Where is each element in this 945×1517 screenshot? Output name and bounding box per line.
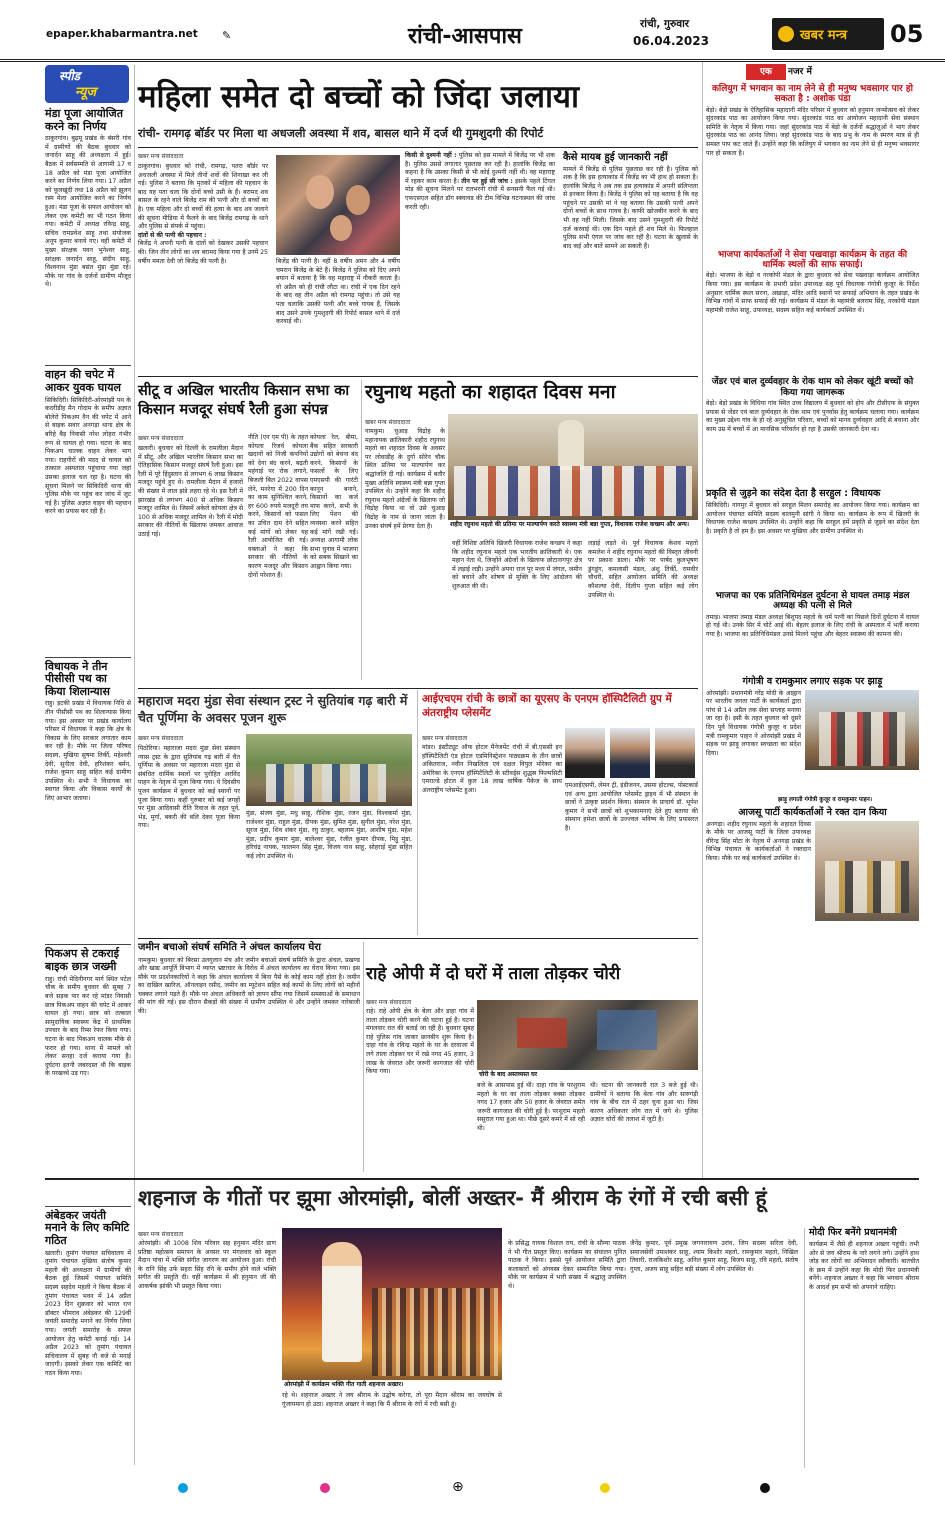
- lead-rule: [138, 147, 698, 148]
- city-day: रांची, गुरुवार: [640, 18, 690, 30]
- raghunath-column-1: [365, 428, 445, 680]
- speed-item-title: विधायक ने तीन पीसीसी पथ का किया शिलान्यास: [45, 659, 110, 698]
- lead-headline: महिला समेत दो बच्चों को जिंदा जलाया: [138, 79, 580, 115]
- cursor-icon: ✎: [222, 29, 232, 42]
- bottom-headline: शहनाज के गीतों पर झूमा ओरमांझी, बोलीं अख्तर- मैं श्रीराम के रंगों में रची बसी हूं: [138, 1186, 767, 1210]
- right-item-2: [706, 250, 919, 375]
- column-divider: [702, 62, 703, 1179]
- ek-nazar-tag: [706, 64, 836, 80]
- right-item-title: गंगोत्री व रामकुमार लगाए सड़क पर झाड़ू: [742, 675, 883, 687]
- chori-col3-text: थी। घटना की जानकारी रात 3 बजे हुई थी। ग्रामीणों ने बताया कि बेला गांव और सारुगंड़ी गांव के बीच रात में ठहर चुना हुआ था। जिस कारण अधिकतर लोग रात में जगे थे। पुलिस अज्ञात चोरों की तलाश में जुटी है।: [590, 1082, 698, 1124]
- section-rule: [45, 1178, 919, 1180]
- registration-mark: [178, 1483, 188, 1493]
- mundaseva-column-2: [246, 810, 412, 934]
- bottom-col2-text: रहे थे। शहनाज अख्तर ने जय श्रीराम के उद्घोष करेगा, तो पूरा मैदान श्रीराम का जयघोष से गूंजायमान हो उठा। शहनाज अख्तर ने कहा कि मैं श्रीराम के रंगों में रची बसी हूं।: [282, 1392, 502, 1408]
- section-title: रांची-आसपास: [408, 24, 522, 49]
- speed-badge-top: स्पीड: [59, 69, 81, 83]
- right-item-6: [706, 677, 919, 805]
- kisan-col3-text: कोयला रेल, बीमा, बैंक सहित सरकारी उद्योगों को बेचना बंद करने, किसानों के फसलों के लिए एमएसपी की गारंटी कानून बनाने, किसानों का कर्ज माफ करने, सभी के लिए पेंशन की व्यवस्था करने सहित कई मांगें रखी गईं। अध्यक्ष आगामी लोक सभा चुनाव में भाजपा को सबक सिखाने का आह्वान किया गया।: [310, 434, 358, 570]
- right-item-title: आजसू पार्टी कार्यकर्ताओं ने रक्त दान किया: [738, 806, 887, 818]
- kisan-col1-text: खलारी। बुधवार को दिल्ली के रामलीला मैदान में सीटू, और अखिल भारतीय किसान सभा का ऐतिहासिक किसान मजदूर संघर्ष रैली हुआ। इस रैली में पूरे हिंदुस्तान से लगभग 6 लाख किसान मजदूर पहुंचे हुए थे। रामलीला मैदान में हजारों की संख्या में लाल झंडे लहरा रहे थे। इस रैली में झारखंड से लगभग 400 से अधिक किसान मजदूर शामिल थे। जिसमें अकेले कोयला क्षेत्र से 100 से अधिक मजदूर शामिल थे। रैली में मोदी सरकार की नीतियों के खिलाफ जमकर आवाज उठाई गई।: [138, 445, 244, 538]
- speed-item-body: ठाकुरगांव। बुढ़मू प्रखंड के बंसरी गांव में ग्रामीणों की बैठक बुधवार को जनार्दन साहू की अध्यक्षता में हुई। बैठक में सर्वसम्मति से आगामी 17 व 18 अप्रैल को मंडा पूजा आयोजित करने का निर्णय लिया गया। 17 अप्रैल को फूलखूंदी तथा 18 अप्रैल को झूलन रस्म मेला आयोजित करने का निर्णय हुआ। मंडा पूजा के सफल आयोजन को लेकर एक कमेटी का भी गठन किया गया। कमेटी में अध्यक्ष रविन्द्र साहू, सचिव रामप्रवेश साहू तथा संयोजक अनूप कुमार बनाये गए। वहीं कमेटी में मुख्य संरक्षक पवन भुनेश्वर साहू, सरंक्षक जनार्दन साहू, संदीप साहू, विश्वनाथ मुंडा बसंत मुंडा मुंडा रहे। मौके पर गांव के दर्जनों ग्रामीण मौजूद थे।: [45, 135, 131, 289]
- mundaseva-column-1: [138, 734, 240, 934]
- speed-item-title: मंडा पूजा आयोजित करने का निर्णय: [45, 107, 123, 133]
- registration-mark: [320, 1483, 330, 1493]
- bottom-caption: ओरमांझी में कार्यक्रम भक्ति गीत गाती शहनाज अख्तर।: [282, 1380, 502, 1390]
- registration-mark: [600, 1483, 610, 1493]
- bottom-byline: खबर मन्त्र संवाददाता: [138, 1231, 184, 1238]
- lead-byline: खबर मन्त्र संवाददाता: [138, 153, 184, 160]
- right-item-7: [706, 808, 919, 921]
- gangotri-photo: [805, 690, 919, 770]
- lead-subhead: रांची- रामगढ़ बॉर्डर पर मिला था अधजली अवस्था में शव, बासल थाने में दर्ज थी गुमशुदगी की रिपोर्ट: [138, 127, 544, 140]
- right-item-body: तमाड़। भाजपा तमाड़ मंडल अध्यक्ष बिशुपद महतो के धर्म पत्नी का पिछले दिनों दुर्घटना में घायल हो गई थी। उनके सिर में चोटें आई थी। बेहतर इलाज के लिए रांची के अस्पताल में भर्ती कराया गया है। भाजपा का प्रतिनिधिमंडल उनसे मिलने पहुंचा और बेहतर स्वास्थ्य की कामना की।: [706, 613, 919, 638]
- lead-side-body: मामले में बिजेंद्र से पुलिस पूछताछ कर रही है। पुलिस को शक है कि इस हत्याकांड में बिजेंद्र का भी हाथ हो सकता है। हालांकि बिजेंद्र ने अब तक इस हत्याकांड में अपनी संलिप्तता से इनकार किया है। बिजेंद्र ने पुलिस को यह बताया है कि वह पहुंचने पर उसकी मां ने यह बताया कि उसकी पत्नी अपने दोनों बच्चों के साथ गायब है। काफी खोजबीन करने के बाद भी वह नहीं मिली। जिसके बाद उसने गुमशुदगी की रिपोर्ट दर्ज करवाई थी। एक दिन पहले ही शव मिले थे। फिलहाल पुलिस सभी एंगल पर जांच कर रही है। घटना के खुलासे के बाद कई और बातें सामने आ सकती हैं।: [563, 165, 698, 250]
- people-shape: [825, 861, 909, 913]
- kisan-byline: खबर मन्त्र संवाददाता: [138, 435, 184, 442]
- speed-item-title: वाहन की चपेट में आकर युवक घायल: [45, 368, 121, 394]
- ihm-column-1: [422, 744, 562, 934]
- lead-column-2: [276, 258, 400, 370]
- chori-col1-text: राहे। राहे ओपी क्षेत्र के बेला और डाहा गांव में ताला तोड़कर चोरी करने की घटना हुई है। घटना मंगलवार रात की बताई जा रही है। बुधवार सुबह राहे पुलिस गांव जाकर छानबीन शुरू किया है। दाहा गांव के रविन्द्र महतो के घर के दरवाजा में लगे ताला तोड़कर घर में रखे नगद 45 हजार, 3 लाख के जेवरात और जरूरी कागजात की चोरी किया गया।: [366, 1008, 474, 1076]
- right-item-4: [706, 489, 919, 588]
- chori-byline: खबर मन्त्र संवाददाता: [366, 999, 412, 1006]
- crosshair-icon: ⊕: [452, 1479, 464, 1495]
- zameen-headline: जमीन बचाओ संघर्ष समिति ने अंचल कार्यालय घेरा: [138, 942, 322, 953]
- issue-date: 06.04.2023: [633, 34, 709, 48]
- zameen-box: [138, 942, 360, 1174]
- column-divider: [134, 65, 135, 1465]
- speed-item-5: [45, 1206, 131, 1490]
- chori-column-1: [366, 1008, 474, 1173]
- ek-nazar-left: एक: [746, 64, 786, 80]
- box-shape: [597, 1010, 657, 1050]
- mundaseva-byline: खबर मन्त्र संवाददाता: [138, 735, 184, 742]
- face-shape: [346, 185, 370, 215]
- bottom-column-2: [282, 1392, 502, 1468]
- lead-col1-text: ठाकुरगांव। बुधवार को रांची, रामगढ़, पतरा बॉर्डर पर अधजली अवस्था में मिले तीनों शवों की शिनाख्त कर ली गई। पुलिस ने बताया कि मृतकों में महिला की पहचान के बाद यह पता चला कि दोनों बच्चे उसी के हैं। बरामद शव बासल के रहने वाले बिजेंद्र राम की पत्नी और दो बच्चों का है। एक महिला और दो बच्चों की हत्या के बाद शव जलाने की सूचना मीडिया में फैलने के बाद बिजेंद्र रामगढ़ के थाने और पुलिस से संपर्क में पहुंचा।: [138, 163, 268, 231]
- right-item-body: बेड़ो। बेड़ो प्रखंड के विधिया गांव स्थित उच्च विद्यालय में बुधवार को होप और टीसीएफ के संयुक्त प्रयास से जेंडर एवं बाल दुर्व्यवहार के रोक थाम एवं पुनर्वास हेतु कार्यक्रम चलाया गया। कार्यक्रम का मुख्य उद्देश्य गांव के हो रहे अनुसूचित परिवार, बच्चों को मानव दुर्व्यवहार आदि से बचाना और काम उम्र में बच्चों में आ मानसिक परिवर्तन हो रहा है उसकी जानकारी देना था।: [706, 400, 919, 433]
- speed-item-2: [45, 365, 131, 652]
- right-item-body: ओरमांझी। प्रधानमंत्री नरेंद्र मोदी के आह्वान पर भारतीय जनता पार्टी के कार्यकर्ता द्वारा पांच से 14 अप्रैल तक सेवा सप्ताह मनाया जा रहा है। इसी के तहत बुधवार को दूसरे दिन पूर्व विधायक गंगोत्री कुजूर व प्रदेश मंत्री रामकुमार पाहन ने ओरमांझी प्रखंड में सड़क पर झाड़ू लगाकर स्वच्छता का संदेश दिया।: [706, 689, 801, 757]
- column-divider: [361, 380, 362, 680]
- ek-nazar-right: नजर में: [788, 67, 812, 77]
- singer-shape: [322, 1242, 362, 1362]
- speed-item-1: [45, 108, 131, 361]
- registration-mark: [760, 1483, 770, 1493]
- right-item-5: [706, 591, 919, 674]
- student-photo-3: [655, 728, 695, 778]
- modi-box: [804, 1228, 919, 1468]
- right-item-body: सिकिदिरी। नागमुर में बुधवार को सरहुल मिलन समारोह का आयोजन किया गया। कार्यक्रम का आयोजन पंचायत समिति सदस्य बालमुनी सांगी ने किया था। कार्यक्रम के रूप में खिजरी के विधायक राजेश कच्छप उपस्थित थे। उन्होंने कहा कि सरहुल हमें प्रकृति से जुड़ने का संदेश देता है। प्रकृति है तो हम हैं। इस अवसर पर मुखिया और ग्रामीण उपस्थित थे।: [706, 501, 919, 535]
- speed-item-body: राहु। रांची मेदिनीनगर मार्ग स्थित पटेल चौक के समीप बुधवार की सुबह 7 बजे सड़क पार कर रहे मांडर निवासी छात्र पिकअप वाहन की चपेट में आकर घायल हो गया। छात्र को तत्काल सामुदायिक स्वास्थ्य केंद्र में प्राथमिक उपचार के बाद रिम्स रेफर किया गया। घटना के बाद पिकअप चालक मौके से फरार हो गया। थाना में मामले को लेकर सनहा दर्ज कराया गया है। दुर्घटना इतनी जबरदस्त थी कि बाइक के परखच्चे उड़ गए।: [45, 975, 131, 1078]
- kisan-column-1: [138, 434, 243, 684]
- speed-item-4: [45, 944, 131, 1201]
- mundaseva-col1-text: पिठोरिया। महाराजा मदरा मुंडा सेवा संस्थान न्यास ट्रस्ट के द्वारा सुतियांब गढ़ बारी में चैत पूर्णिमा के अवसर पर महाराजा मदरा मुंडा से संबंधित धार्मिक स्थलों पर पुरोहित अरविंद पाहन के नेतृत्व में पूजा किया गया। ये दिवसीय पूजन कार्यक्रम में बुधवार को कई स्थानों पर पूजा किया गया। कहीं गुरुबार को कई जगहों पर मुंडा आदिवासी रीति रिवाज के तहत पूर्व, भेड़, मुर्गा, बकरी की बलि देकर पूजा किया गया।: [138, 745, 240, 830]
- box-shape: [517, 1018, 567, 1048]
- ajsu-photo: [815, 821, 919, 921]
- lead-col3-text: [405, 152, 555, 212]
- modi-body: कार्यक्रम में जैसे ही शहनाज अख्तर पहुंची। तभी ओर से जय श्रीराम के नारे लगने लगे। उन्होंने हाथ जोड़ कर लोगों का अभिवादन स्वीकारी। बातचीत के क्रम में उन्होंने कहा कि मोदी फिर प्रधानमंत्री बनेंगे। शहनाज अख्तर ने कहा कि भगवान श्रीराम के आदर्श हम सभी को अपनाने चाहिए।: [809, 1240, 919, 1291]
- speed-item-body: खलारी। तुमांग पंचायत सचिवालय में तुमांग पंचायत मुखिया संतोष कुमार महली की अध्यक्षता में ग्रामीणों की बैठक हुई जिसमें पंचायत समिति सदस्य सहदेव महली ने किया बैठक में तुमांग पंचायत भवन में 14 अप्रैल 2023 दिन शुक्रवार को भारत रत्न डॉक्टर भीमराव अंबेडकर की 129वीं जयंती समारोह मनाने का निर्णय लिया गया। जयंती समारोह के सफल आयोजन हेतु कमेटी बनाई गई। 14 अप्रैल 2023 को तुमांग पंचायत सचिवालय में सुबह नौ बजे से मनाई जाएगी। इसको लेकर एक कमिटि का गठन किया गया।: [45, 1249, 131, 1377]
- modi-title: मोदी फिर बनेंगे प्रधानमंत्री: [809, 1227, 897, 1238]
- lead-col2-subhead-2: तीन पर हुई सी जांच :: [461, 177, 513, 185]
- mundaseva-photo: [246, 734, 412, 806]
- face-shape: [330, 215, 352, 241]
- chori-col2-text: बजे के आसपास हुई थी। दाहा गांव के परशुराम महतो के घर का ताला तोड़कर बक्सा तोड़कर नगद 17 हजार और 50 हजार के जेवरात समेत जरूरी कागजात की चोरी हुई है। परशुराम महतो ससुराल गया हुआ था। पीछे दूसरे कमरे में सो रही थी।: [477, 1082, 585, 1132]
- bottom-column-3: [508, 1240, 626, 1468]
- section-rule: [138, 688, 698, 689]
- mundaseva-headline: महाराज मदरा मुंडा सेवा संस्थान ट्रस्ट ने सुतियांब गढ़ बारी में चैत पूर्णिमा के अवसर पूजन शुरू: [138, 693, 408, 725]
- raghunath-col3-text: लड़ाई लड़ते थे। पूर्व विधायक केशव महतो कमलेश ने शहीद रघुनाथ महतो की विस्तृत जीवनी पर प्रकाश डाला। मौके पर पार्षद कुलभूषण डुंगडुंग, कमलासी मंडल, अंशु तिर्की, रामवीर चौधरी, सहित आयोजन समिति की अध्यक्ष कौशल्या देवी, दिलीप गुप्ता सहित कई लोग उपस्थित थे।: [588, 540, 698, 599]
- lead-photo: [276, 155, 400, 255]
- brand-name: खबर मन्त्र: [800, 28, 848, 43]
- lead-side-box: [563, 152, 698, 372]
- student-photo-1: [565, 728, 605, 778]
- lead-col2-subhead: किसी से दुश्मनी नहीं :: [405, 152, 457, 159]
- right-item-body: बेड़ो। भाजपा के बेड़ो व नरकोपी मंडल के द्वारा बुधवार को सेवा पखवाड़ा कार्यक्रम आयोजित किया गया। इस कार्यक्रम के प्रभारी प्रदेश उपाध्यक्ष सह पूर्व विधायक गंगोत्री कुजूर के निर्देश अनुसार धार्मिक स्थल सरना, अखाड़ा, मंदिर आदि स्थानों पर सफाई अभियान के तहत प्रखंड के विभिन्न गांवों में साफ सफाई की गई। कार्यक्रम में मंडल के महामंत्री बलराम सिंह, नरकोपी मंडल महामंत्री राजेश साहू, उपाध्यक्ष, सदस्य सहित कई कार्यकर्ता उपस्थित थे।: [706, 272, 919, 314]
- column-divider: [417, 690, 418, 935]
- chori-column-3: [590, 1082, 698, 1174]
- brand-logo: [772, 18, 884, 50]
- speed-news-badge: [45, 65, 129, 103]
- raghunath-caption: शहीद रघुनाथ महतो की प्रतिमा पर माल्यार्पण करते स्वास्थ्य मंत्री बन्ना गुप्ता, विधायक राजेश कच्छप और अन्य।: [448, 520, 698, 530]
- lead-column-3: [405, 152, 555, 372]
- bottom-col4-text: जैनेंद्र कुमार, पूर्व प्रमुख जगनारायण उरांव, जिप सदस्य सरिता देवी, समाजसेवी उमाशंकर साहू, श्याम किशोर महतो, रामकुमार महतो, निखिल तिवारी, राजकिशोर साहू, अनिल कुमार साहू, बिजय साहू, रवि महतो, संतोष गुप्ता, अजय साहू सहित बड़ी संख्या में लोग उपस्थित थे।: [630, 1240, 798, 1273]
- right-news-column: [706, 84, 919, 1174]
- lead-col2-text: बिजेंद्र की पत्नी है। वहीं 8 वर्षीय अमन और 4 वर्षीय चमरान बिजेंद्र के बेटे हैं। बिजेंद्र ने पुलिस को दिए अपने बयान में बताया है कि वह महाराष्ट्र में नौकरी करता है। वो अप्रैल को ही रांची लौटा था। रांची में एक दिन रहने के बाद वह तीन अप्रैल को रामगढ़ पहुंचा। तो उसे यह पता चलाकि उसकी पत्नी और बच्चे गायब हैं, जिसके बाद उसने उनके गुमशुदगी की रिपोर्ट बासल थाने में दर्ज करवाई थी।: [276, 258, 400, 326]
- lead-col2-text-3: इसके पहले टिंगल मोड़ की सूचना मिलने पर रातभरनी रांची में सनसनी फैल गई थी। एफएसएल सहित डॉग स्क्वायड की टीम विभिन्न घटनास्थल की जांच करती रही।: [405, 177, 556, 211]
- crowd-shape: [372, 1288, 498, 1376]
- bottom-col1-text: ओरमांझी। श्री 1008 शिव परिवार सह हनुमान मंदिर प्राण प्रतिष्ठा महोत्सव समापन के अवसर पर मंगलवार को स्कूल मैदान पांचा में भक्ति संगीत जागरण का आयोजन हुआ। रांची के रानि सिंह उर्फ सहरा सिंह रनि के समीप होने वाले भक्ति संगीत की प्रस्तुति दी। वहीं कार्यक्रम में श्री हनुमान जी की आकर्षक झांकी भी प्रस्तुत किया गया।: [138, 1240, 276, 1290]
- people-shape: [819, 712, 905, 766]
- gangotri-caption: झाड़ू लगाती गंगोत्री कुजूर व रामकुमार पाहन।: [778, 796, 873, 803]
- raghunath-headline: रघुनाथ महतो का शहादत दिवस मना: [365, 381, 616, 403]
- kisan-headline: सीटू व अखिल भारतीय किसान सभा का किसान मजदूर संघर्ष रैली हुआ संपन्न: [138, 383, 350, 418]
- right-item-title: भाजपा कार्यकर्ताओं ने सेवा पखवाड़ा कार्यक्रम के तहत की धार्मिक स्थलों की साफ सफाई।: [717, 249, 908, 271]
- ihm-column-2: [565, 782, 698, 934]
- people-shape: [266, 764, 386, 802]
- raghunath-column-3: [588, 540, 698, 680]
- people-shape: [454, 466, 692, 516]
- chori-headline: राहे ओपी में दो घरों में ताला तोड़कर चोरी: [366, 964, 621, 984]
- chori-column-2: [477, 1082, 585, 1174]
- bottom-column-1: [138, 1240, 276, 1468]
- ihm-byline: खबर मन्त्र संवाददाता: [422, 735, 468, 742]
- brand-logo-mark: [778, 26, 794, 42]
- statue-shape: [558, 420, 584, 470]
- column-divider: [363, 942, 364, 1172]
- bottom-col3-text: के प्रसिद्ध गायक विशाल राय, रांची के सौम्या पाठक ने भी गीत प्रस्तुत किए। कार्यक्रम का संचालन पुनित पाठक ने किया। इससे पूर्व आयोजन समिति द्वारा कलाकारों को अंगवस्त्र देकर सम्मानित किया गया। मौके पर कार्यक्रम में भारी संख्या में श्रद्धालु उपस्थित थे।: [508, 1240, 626, 1290]
- raghunath-col1-text: नामकुम। चुआड़ विद्रोह के महानायक क्रांतिकारी शहीद रघुनाथ महतो का शहादत दिवस के अवसर पर लोवाडीह के दुर्गा सोरेन चौक स्थित प्रतिमा पर माल्यार्पण कर श्रद्धांजलि दी गई। कार्यक्रम में बतौर मुख्य अतिथि स्वास्थ्य मंत्री बन्ना गुप्ता उपस्थित थे। उन्होंने कहा कि शहीद रघुनाथ महतो अंग्रेजों के खिलाफ जो विद्रोह किया था वो उसे चुआड़ विद्रोह के नाम से जाना जाता है। उनका संघर्ष हमें प्रेरणा देता है।: [365, 428, 445, 530]
- raghunath-col2-text: वहीं विशिष्ट अतिथि खिजरी विधायक राजेश कच्छप ने कहा कि शहीद रघुनाथ महतो एक भारतीय क्रांतिकारी थे। एक महान नेता थे, जिन्होंने अंग्रेजों के खिलाफ छोटानागपुर क्षेत्र में लड़ाई लड़ी। उन्होंने अपना राज पुर मध्य में जंगल, जमीन को बचाने और शोषण से मुक्ति के लिए आंदोलन की शुरुआत की थी।: [452, 540, 582, 590]
- bottom-photo: [282, 1228, 502, 1380]
- section-rule: [138, 938, 698, 939]
- raghunath-photo: [448, 414, 698, 520]
- right-item-title: प्रकृति से जुड़ने का संदेश देता है सरहुल : विधायक: [706, 488, 881, 500]
- kisan-column-2: [248, 434, 308, 684]
- site-url[interactable]: epaper.khabarmantra.net: [46, 28, 198, 40]
- speed-item-body: राहु। इटकी प्रखंड में विधायक निधि से तीन पीसीसी पथ का शिलान्यास किया गया। इस अवसर पर प्रखंड कार्यालय परिसर में विधायक ने कहा कि क्षेत्र के विकास के लिए सरकार लगातार काम कर रही है। मौके पर जिला परिषद सदस्य, मुखिया सुषमा तिर्की, महेश्वरी देवी, सुनीता देवी, हरिशंकर बर्मन, राजेश कुमार साहू सहित कई ग्रामीण उपस्थित थे। सभी ने विधायक का स्वागत किया और विकास कार्यों के लिए आभार जताया।: [45, 700, 131, 803]
- page-number: 05: [890, 20, 924, 48]
- bottom-column-4: [630, 1240, 798, 1468]
- speed-item-3: [45, 657, 131, 941]
- ihm-col1-text: मांडर। इंस्टीट्यूट ऑफ होटल मैनेजमेंट रांची में बी.एससी इन हॉस्पिटैलिटी एंड होटल एडमिनिस्ट्रेशन पाठ्यक्रम के तीन छात्रों अंकितराज, नवीन निखलिता एवं दक्षल विपुल मोरेकर का अमेरिका के एनएम हॉस्पिटैलिटी के स्टीवर्ड्स शुद्धस्र फिल्मसिटी एमराल्डे होटल में कुल 18 लाख वार्षिक पैकेज के साथ अंतराष्ट्रीय प्लेसमेंट हुआ।: [422, 744, 562, 794]
- face-shape: [306, 175, 334, 209]
- right-item-title: कलियुग में भगवान का नाम लेने से ही मनुष्य भवसागर पार हो सकता है : अशोक पंडा: [712, 84, 913, 105]
- kisan-col2-text: नीति (एन एम पी) के तहत कोयला रिजर्व कोयला खदानों को निजी कंपनियों को देना बंद करने, बढ़ती महंगाई पर रोक लगाने, बिजली बिल 2022 वापस लेने, मनरेगा में 200 दिन का काम सुनिश्चित करने, हर 600 रुपये मजदूरी तय करने, किसानों को फसल का उचित दाम देने सहित कई मांगों को लेकर यह रैली आयोजित की गई। वक्ताओं ने कहा कि सरकार की नीतियों के कारण मजदूर और किसान दोनों परेशान हैं।: [248, 434, 308, 579]
- lead-column-1: [138, 152, 268, 372]
- right-item-body: बेड़ो। बेड़ो प्रखंड के ऐतिहासिक महादानी मंदिर परिसर में बुधवार को हनुमान जन्मोत्सव को लेकर सुंदरकांड पाठ का आयोजन किया गया। सुंदरकांड पाठ का आयोजन महादानी सेवा संस्थान समिति के नेतृत्व में किया गया। जहां सुंदरकांड पाठ में बेड़ो के दर्जनों श्रद्धालुओं ने भाग लेकर सुंदरकांड पाठ का आनंद लिया। जहां सुंदरकांड पाठ के बाद प्रभु के नाम के स्मरण मात्र से ही समस्त पाप कट जाते हैं। उन्होंने कहा कि कलियुग में भगवान का नाम लेने से ही मनुष्य भवसागर पार हो सकता है।: [706, 106, 919, 157]
- zameen-body: नामकुम। बुधवार को बिरसा उलगुलान मंच और जमीन बचाओ संघर्ष समिति के द्वारा अंचल, प्रखण्ड और खाद्य आपूर्ति विभाग में व्याप्त भ्रष्टाचार के विरोध में अंचल कार्यालय का घेराव किया गया। इस मौके पर प्रदर्शनकारियों ने कहा कि अंचल कार्यालय में बिना पैसे के कोई काम नहीं होता है। जमीन का दाखिल खारिज, ऑनलाइन रसीद, जमीन का म्यूटेशन सहित कई कामों के लिए लोगों को महीनों चक्कर लगाने पड़ते हैं। मौके पर अंचल अधिकारी को ज्ञापन सौंपा गया जिसमें समस्याओं के समाधान की मांग की गई। इस दौरान सैकड़ों की संख्या में ग्रामीण उपस्थित थे और उन्होंने जमकर नारेबाजी की।: [138, 956, 360, 1016]
- kisan-column-3: [310, 434, 358, 684]
- lead-col1-subhead: दांतों से की पत्नी की पहचान :: [138, 231, 207, 239]
- right-item-1: [706, 84, 919, 247]
- speed-item-title: पिकअप से टकराई बाइक छात्र जख्मी: [45, 947, 120, 974]
- raghunath-byline: खबर मन्त्र संवाददाता: [365, 419, 411, 426]
- speed-badge-bottom: न्यूज: [75, 85, 97, 100]
- mundaseva-col2-text: मुंडा, संजय मुंडा, मधु साहू, रौशिक मुंडा, रजन मुंडा, विश्वकर्मा मुंडा, राजेश्वर मुंडा, राहुल मुंडा, दीपक मुंडा, सुमित मुंडा, सुनील मुंडा, नरेश मुंडा, सूरज मुंडा, शिव शंकर मुंडा, रघु ठाकुर, बहलाम मुंडा, आशीष मुंडा, महेश मुंडा, प्रदीप कुमार मुंडा, बालेश्वर मुंडा, रंजीत कुमार दीपक, मिट्ठू मुंडा, हरिचंद्र नायक, फालमन सिंह मुंडा, विजय नाथ साहू, सोहराई मुंडा सहित कई लोग उपस्थित थे।: [246, 810, 412, 860]
- raghunath-column-2: [452, 540, 582, 680]
- right-item-body: अनगड़ा। शहीद रघुनाथ महतो के शहादत दिवस के मौके पर आजसू पार्टी के जिला उपाध्यक्ष वीरेन्द्र सिंह मोंटा के नेतृत्व में अनगड़ा प्रखंड के विभिन्न पंचायत के कार्यकर्ताओं ने रक्तदान किया। मौके पर कई कार्यकर्ता उपस्थित थे।: [706, 820, 811, 862]
- speed-item-body: सिकिदिरी। सिकिदिरी-ओरमांझी पथ के कदरीडीह मैन गोदाम के समीप अज्ञात बोलेरो पिकअप वैन की चपेट में आने से बाइक सवार अनगड़ा थाना क्षेत्र के बरिहे बैड़ निवासी नरेश लोहरा गंभीर रूप से घायल हो गया। घटना के बाद पिकअप चालक वाहन लेकर भाग गया। राहगीरों की मदद से घायल को तत्काल अस्पताल पहुंचाया गया जहां उसका इलाज चल रहा है। घटना की सूचना मिलने पर सिकिदिरी थाना की पुलिस मौके पर पहुंच कर जांच में जुट गई है। पुलिस अज्ञात वाहन की पहचान करने का प्रयास कर रही है।: [45, 396, 131, 516]
- chori-caption: चोरी के बाद अस्तव्यस्त घर: [479, 1071, 538, 1078]
- ihm-col2-text: एमआईएसपी, लेमन ट्री, इंडीजनन, उसमा होटल्स, पोस्टकार्ड एवं अन्य द्वारा आयोजित प्लेसमेंट ड्राइव में भी संस्थान के छात्रों ने उत्कृष्ट प्रदर्शन किया। संस्थान के प्राचार्य डॉ. भूपेश कुमार ने सभी छात्रों को शुभकामनाएं देते हुए बताया की संस्थान हमेशा छात्रों के उज्ज्वल भविष्य के लिए प्रयासरत है।: [565, 782, 698, 832]
- masthead: [0, 0, 945, 62]
- student-photo-2: [610, 728, 650, 778]
- right-item-3: [706, 377, 919, 486]
- lead-col1-text-2: बिजेंद्र ने अपनी पत्नी के दांतों को देखकर उसकी पहचान की। जिन तीन लोगों का शव बरामद किया गया है उनमें 25 वर्षीय ममता देवी जो बिजेंद्र की पत्नी है।: [138, 240, 268, 265]
- ihm-headline: आईएचएम रांची के छात्रों का यूएसए के एनएम हॉस्पिटैलिटी ग्रुप में अंतराष्ट्रीय प्लेसमेंट: [422, 693, 672, 719]
- lead-col2-text-2: पुलिस को इस मामले में बिजेंद्र पर भी शक है। पुलिस उससे लगातार पूछताछ कर रही है। हालांकि बिजेंद्र का कहना है कि उसका किसी से भी कोई दुश्मनी नहीं थी। वह महाराष्ट्र में रहकर काम करता है।: [405, 152, 556, 185]
- chori-photo: [477, 1000, 698, 1070]
- right-item-title: जेंडर एवं बाल दुर्व्यवहार के रोक थाम को लेकर खूंटी बच्चों को किया गया जागरूक: [711, 377, 914, 398]
- section-rule: [138, 376, 698, 377]
- speed-news-column: [45, 108, 131, 1463]
- lead-side-title: कैसे मायब हुई जानकारी नहीं: [563, 152, 668, 163]
- right-item-title: भाजपा का एक प्रतिनिधिमंडल दुर्घटना से घायल तमाड़ मंडल अध्यक्ष की पत्नी से मिले: [715, 590, 910, 612]
- speed-item-title: अंबेडकर जयंती मनाने के लिए कमिटि गठित: [45, 1208, 130, 1248]
